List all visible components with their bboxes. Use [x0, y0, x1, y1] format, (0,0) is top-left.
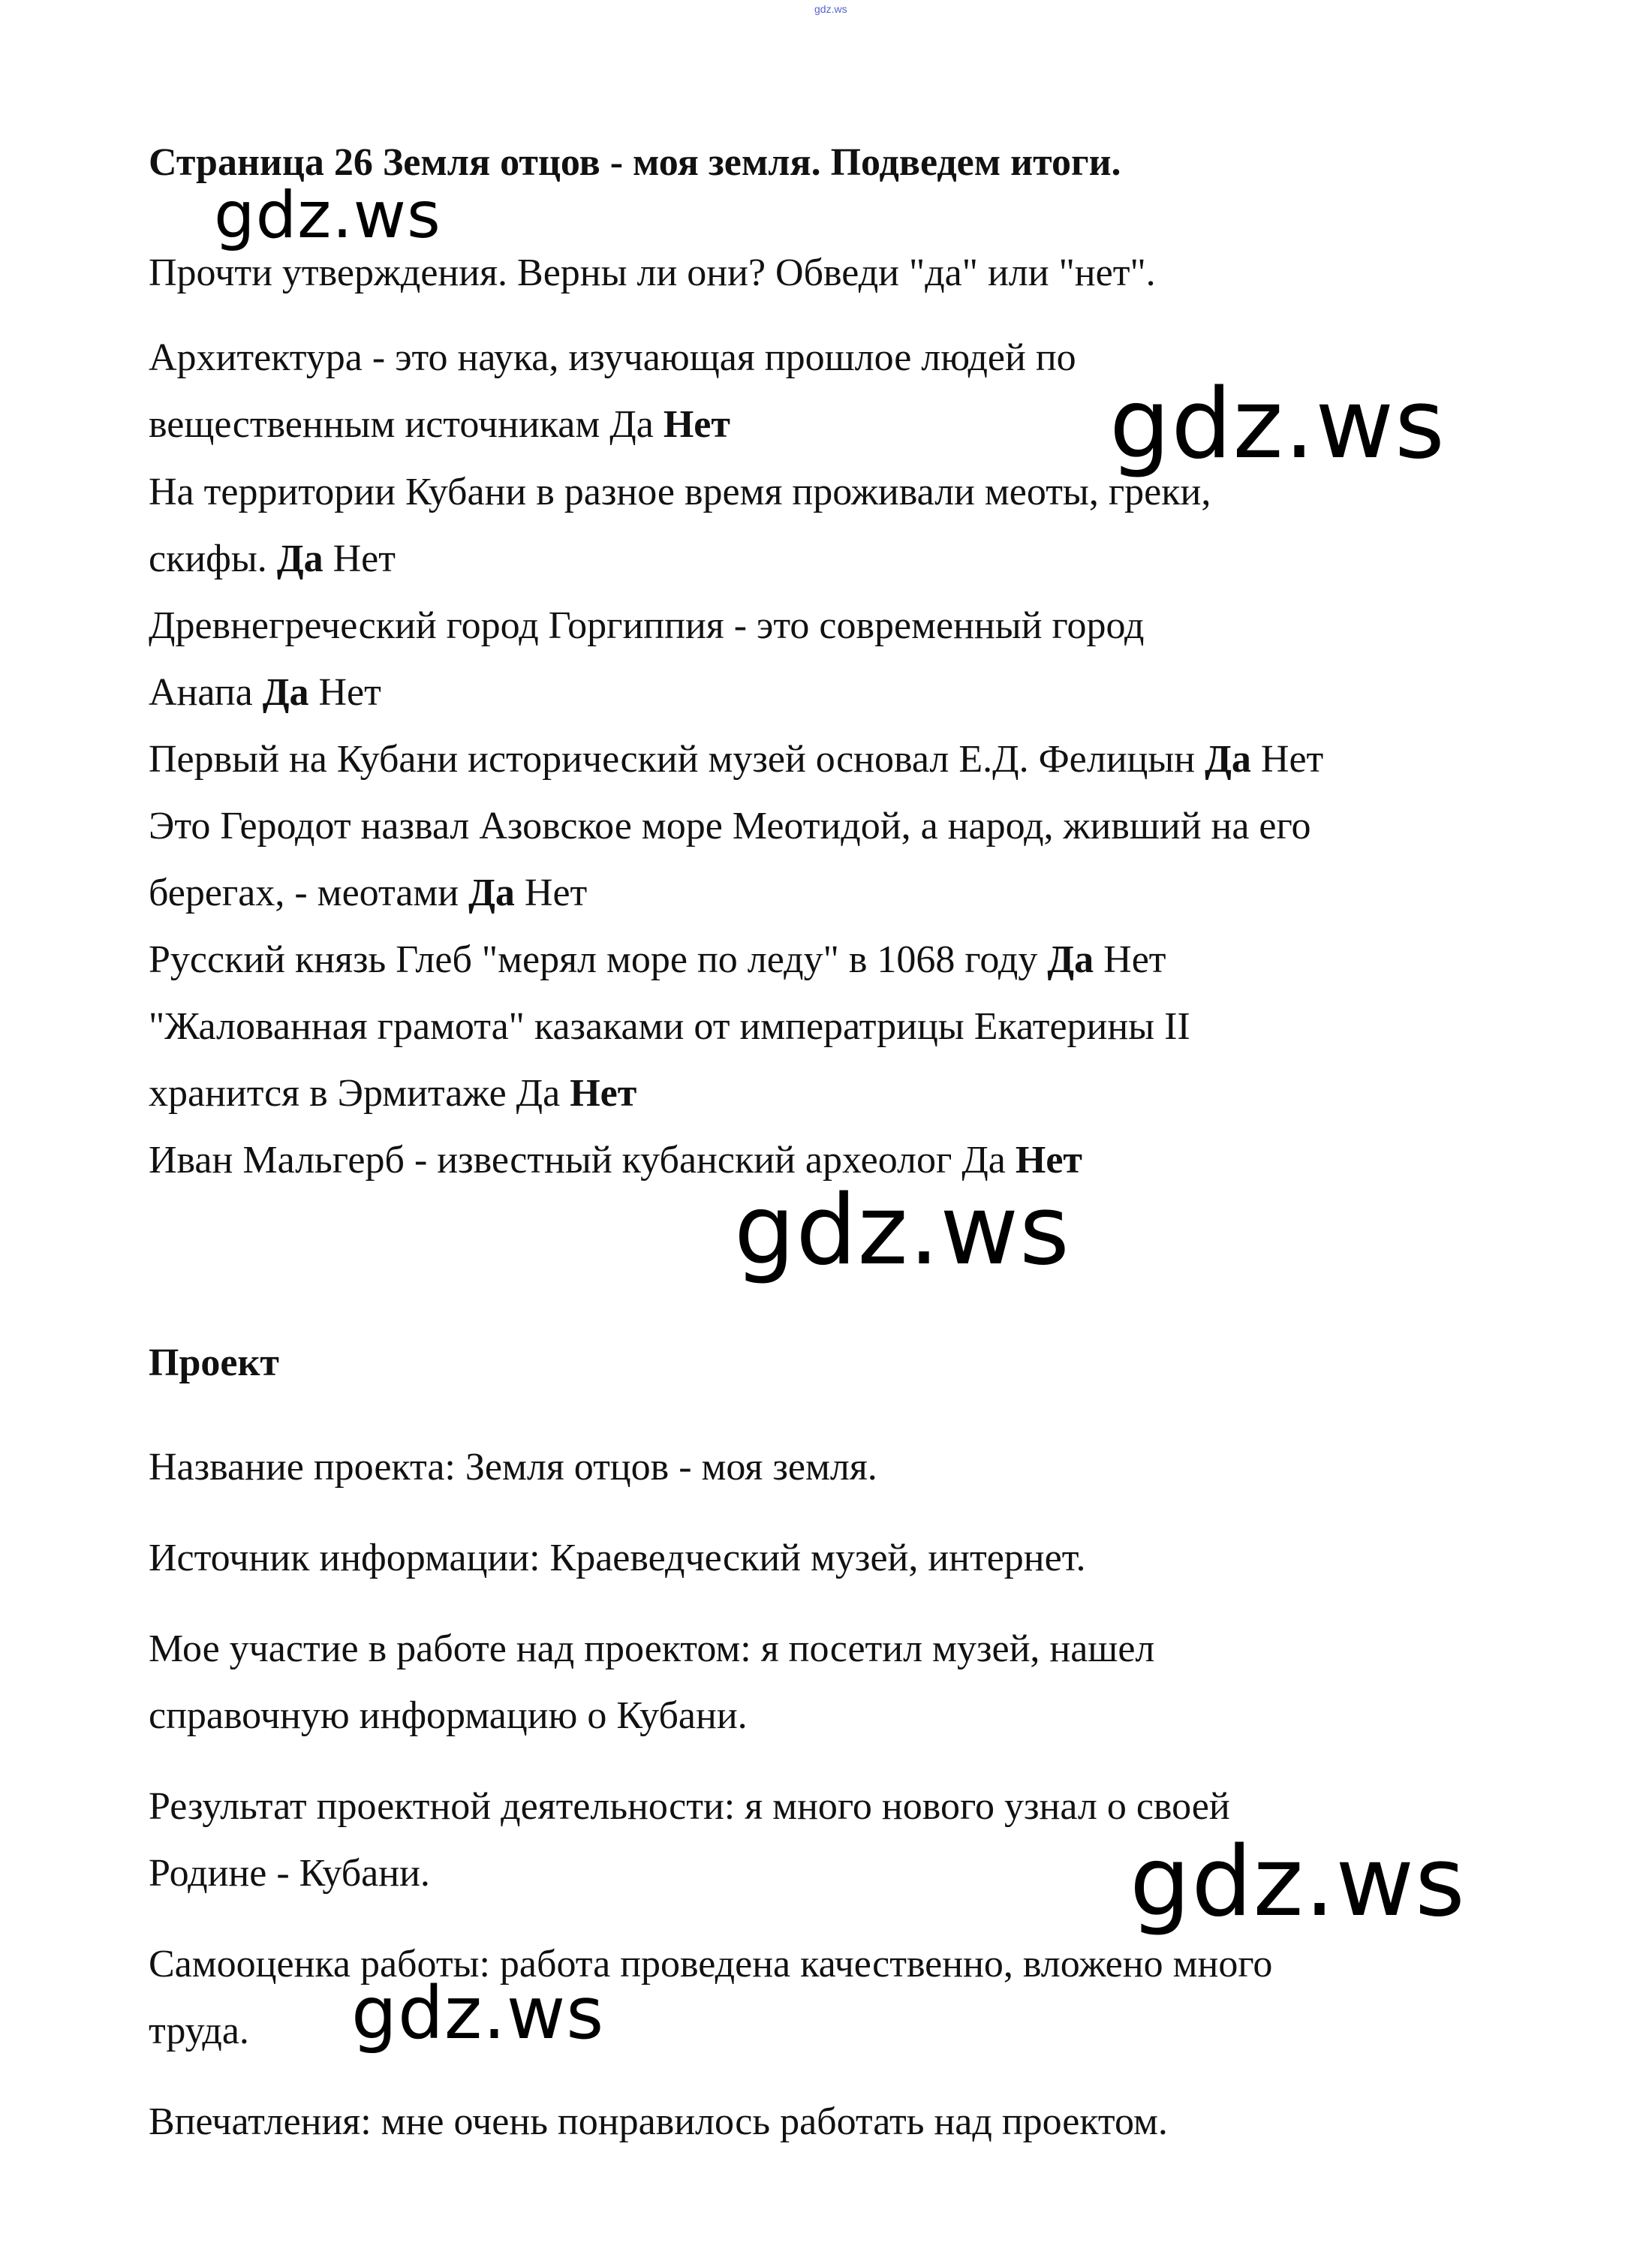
statement-5-line-2 [149, 871, 587, 916]
statement-7-text: хранится в Эрмитаже Да [149, 1072, 570, 1115]
project-result-line-2: Родине - Кубани. [149, 1852, 430, 1895]
statement-7-line-1: "Жалованная грамота" казаками от императрицы Екатерины II [149, 1005, 1190, 1048]
project-name: Название проекта: Земля отцов - моя земля. [149, 1446, 877, 1489]
statement-6-answer: Да [1047, 938, 1094, 981]
statement-3-answer: Да [262, 671, 309, 714]
statement-8-text: Иван Мальгерб - известный кубанский археолог Да [149, 1139, 1016, 1182]
statement-1-line-1: Архитектура - это наука, изучающая прошлое людей по [149, 336, 1076, 379]
statement-2-text: скифы. [149, 537, 277, 580]
statement-5-line-1: Это Геродот назвал Азовское море Меотидой, а народ, живший на его [149, 805, 1311, 847]
statement-4-line-1 [149, 737, 1323, 782]
statement-2-line-2 [149, 537, 396, 582]
statement-3-text: Анапа [149, 671, 263, 714]
watermark-4: gdz.ws [1130, 1826, 1466, 1938]
project-participation-line-1: Мое участие в работе над проектом: я посетил музей, нашел [149, 1627, 1155, 1670]
statement-3-rest: Нет [308, 671, 381, 714]
statement-7-line-2 [149, 1071, 636, 1116]
statement-1-line-2 [149, 402, 730, 447]
statement-4-text: Первый на Кубани исторический музей основал Е.Д. Фелицын [149, 738, 1205, 781]
statement-4-rest: Нет [1250, 738, 1324, 781]
watermark-1: gdz.ws [214, 178, 441, 253]
project-heading: Проект [149, 1341, 279, 1384]
instruction-text: Прочти утверждения. Верны ли они? Обведи "да" или "нет". [149, 251, 1156, 294]
watermark-5: gdz.ws [351, 1971, 605, 2055]
statement-3-line-1: Древнегреческий город Горгиппия - это современный город [149, 604, 1145, 647]
watermark-2: gdz.ws [1109, 369, 1446, 480]
page-title: Страница 26 Земля отцов - моя земля. Подведем итоги. [149, 141, 1121, 184]
watermark-3: gdz.ws [734, 1175, 1070, 1287]
statement-5-rest: Нет [514, 872, 588, 914]
project-participation-line-2: справочную информацию о Кубани. [149, 1694, 748, 1737]
statement-6-rest: Нет [1094, 938, 1166, 981]
project-result-line-1: Результат проектной деятельности: я много нового узнал о своей [149, 1785, 1230, 1828]
statement-1-text: вещественным источникам Да [149, 403, 664, 446]
statement-6-line-1 [149, 938, 1166, 983]
statement-5-text: берегах, - меотами [149, 872, 469, 914]
project-self-eval-line-2: труда. [149, 2010, 249, 2052]
statement-8-answer: Нет [1015, 1139, 1082, 1182]
statement-2-line-1: На территории Кубани в разное время проживали меоты, греки, [149, 471, 1211, 513]
statement-1-answer: Нет [663, 403, 730, 446]
top-site-mark: gdz.ws [814, 3, 847, 15]
statement-7-answer: Нет [570, 1072, 637, 1115]
project-self-eval-line-1: Самооценка работы: работа проведена качественно, вложено много [149, 1943, 1273, 1986]
statement-3-line-2 [149, 670, 381, 715]
statement-6-text: Русский князь Глеб "мерял море по леду" в 1068 году [149, 938, 1048, 981]
project-source: Источник информации: Краеведческий музей, интернет. [149, 1537, 1086, 1579]
project-impressions: Впечатления: мне очень понравилось работать над проектом. [149, 2100, 1168, 2143]
statement-2-answer: Да [276, 537, 323, 580]
statement-4-answer: Да [1205, 738, 1251, 781]
statement-2-rest: Нет [323, 537, 396, 580]
statement-5-answer: Да [468, 872, 515, 914]
